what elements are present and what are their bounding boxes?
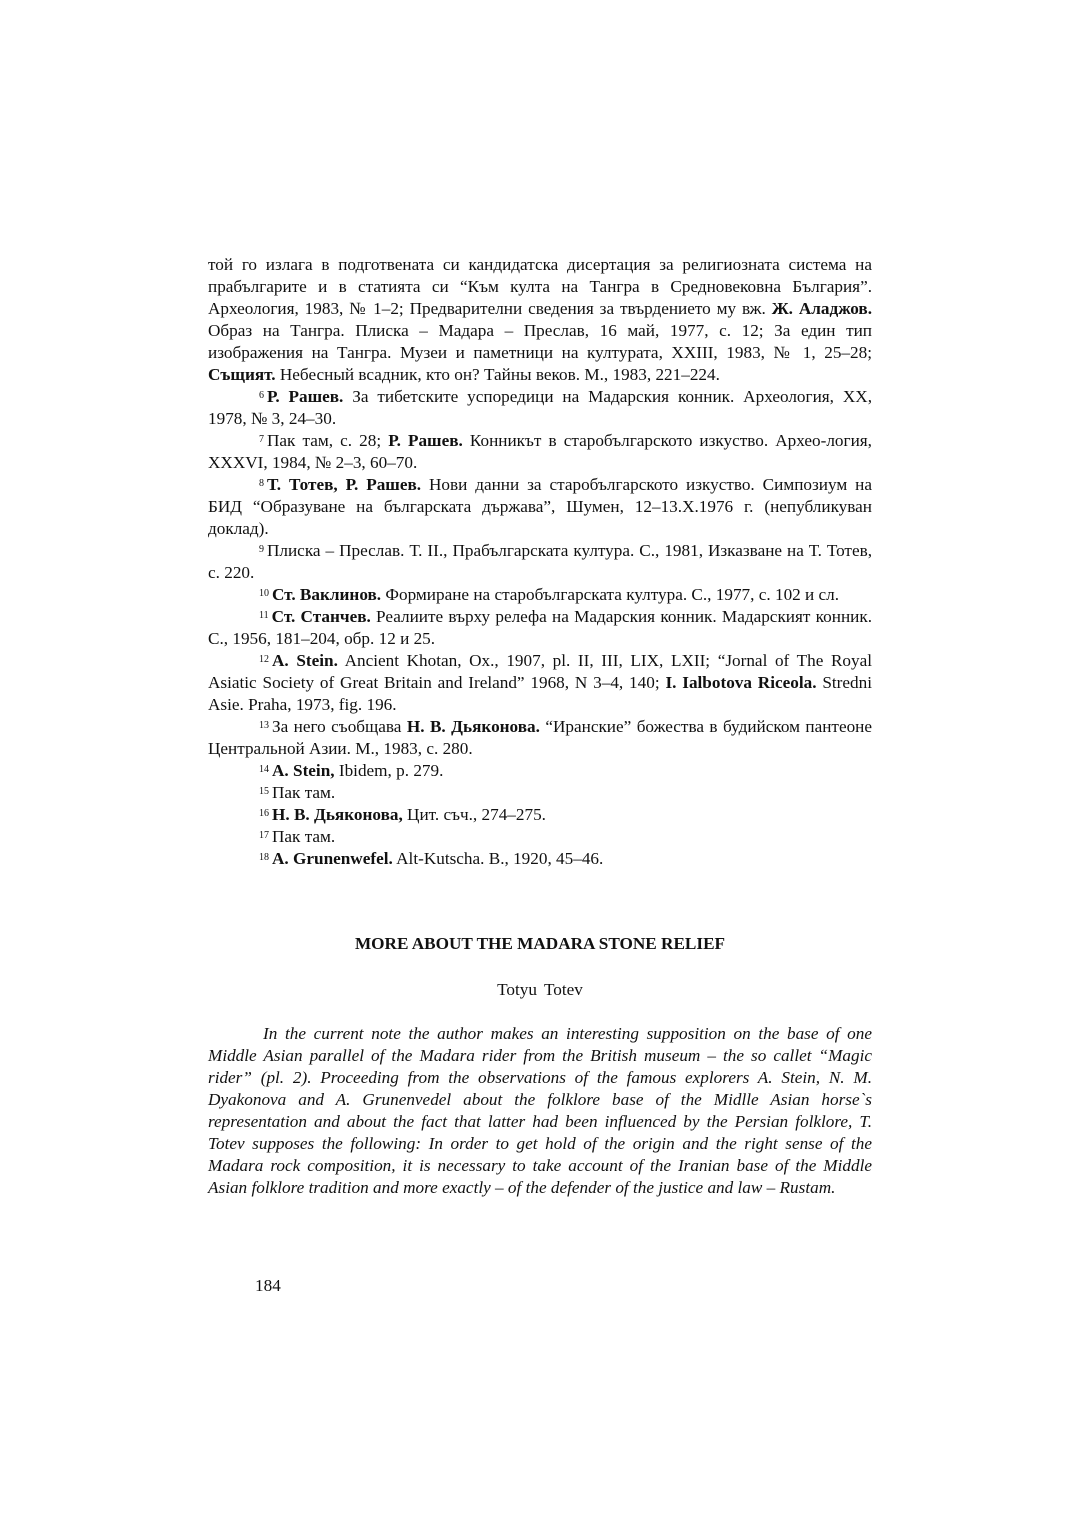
author-name: Н. В. Дьяконова,: [272, 805, 403, 824]
author-name: A. Stein.: [272, 651, 338, 670]
footnote: [208, 782, 872, 804]
note-text: Пак там.: [272, 783, 336, 802]
author-name: Ст. Станчев.: [271, 607, 371, 626]
note-text: За тибетските успоредици на Мадарския конник. Археология, XX, 1978, № 3, 24–30.: [208, 387, 872, 428]
footnote: [208, 474, 872, 540]
footnote-number: 15: [259, 786, 269, 797]
footnote-number: 17: [259, 830, 269, 841]
summary-title: MORE ABOUT THE MADARA STONE RELIEF: [354, 934, 726, 953]
note-text: Пак там, с. 28;: [267, 431, 389, 450]
footnote: [208, 760, 872, 782]
notes-list: [208, 254, 872, 870]
summary-abstract: In the current note the author makes an interesting supposition on the base of one Middle Asian parallel of the Madara rider from the British museum – the so callet “Magic rider” (pl. 2). Proceeding from the observations of the famous explorers A. Stein, N. M. Dyakonova and A. Grunenvedel about the folklore base of the Midlle Asian horse`s representation and about the fact that latter had been influenced by the Persian folklore, T. Totev supposes the following: In order to get hold of the origin and the right sense of the Madara rock composition, it is necessary to take account of the Iranian base of the Middle Asian folklore tradition and more exactly – of the defender of the justice and law – Rustam.: [208, 1024, 872, 1197]
author-name: I. Ialbotova Riceola.: [665, 673, 817, 692]
footnote-number: 10: [259, 588, 269, 599]
footnote-number: 6: [259, 390, 264, 401]
footnote-number: 7: [259, 434, 264, 445]
footnote: [208, 430, 872, 474]
note-text: Образ на Тангра. Плиска – Мадара – Преслав, 16 май, 1977, с. 12; За един тип изображения на Тангра. Музеи и паметници на културата, XXIII, 1983, № 1, 25–28;: [208, 321, 872, 362]
note-text: Конникът в старобългарското изкуство. Архео-логия, XXXVI, 1984, № 2–3, 60–70.: [208, 431, 872, 472]
footnotes-block: [208, 254, 872, 870]
footnote-continuation: [208, 254, 872, 386]
note-text: Формиране на старобългарската култура. С., 1977, с. 102 и сл.: [381, 585, 840, 604]
footnote: [208, 804, 872, 826]
footnote-number: 14: [259, 764, 269, 775]
footnote-number: 16: [259, 808, 269, 819]
footnote: [208, 848, 872, 870]
author-name: Т. Тотев, Р. Рашев.: [267, 475, 422, 494]
page-number: 184: [255, 1276, 281, 1295]
summary-author: Totyu Totev: [497, 980, 583, 999]
note-text: Плиска – Преслав. Т. II., Прабългарската култура. С., 1981, Изказване на Т. Тотев, с. 220.: [208, 541, 872, 582]
footnote: [208, 540, 872, 584]
note-text: Ancient Khotan, Ox., 1907, pl. II, III, LIX, LXII; “Jornal of The Royal Asiatic Society of Great Britain and Ireland” 1968, N 3–4, 140;: [208, 651, 872, 692]
note-text: Ibidem, p. 279.: [334, 761, 444, 780]
author-name: A. Grunenwefel.: [272, 849, 393, 868]
author-name: Р. Рашев.: [388, 431, 463, 450]
footnote-number: 8: [259, 478, 264, 489]
footnote: [208, 650, 872, 716]
footnote-number: 12: [259, 654, 269, 665]
footnote-number: 11: [259, 610, 269, 621]
footnote: [208, 386, 872, 430]
note-text: Stredni Asie. Praha, 1973, fig. 196.: [208, 673, 872, 714]
note-text: Реалиите върху релефа на Мадарския конник. Мадарският конник. С., 1956, 181–204, обр. 12 и 25.: [208, 607, 872, 648]
note-text: Цит. съч., 274–275.: [402, 805, 546, 824]
note-text: Небесный всадник, кто он? Тайны веков. М., 1983, 221–224.: [275, 365, 720, 384]
footnote: [208, 716, 872, 760]
author-name: Р. Рашев.: [267, 387, 344, 406]
footnote: [208, 826, 872, 848]
author-name: A. Stein,: [272, 761, 335, 780]
footnote-number: 13: [259, 720, 269, 731]
note-text: Пак там.: [272, 827, 336, 846]
footnote-number: 9: [259, 544, 264, 555]
note-text: За него съобщава: [272, 717, 407, 736]
note-text: Alt-Kutscha. B., 1920, 45–46.: [392, 849, 604, 868]
footnote: [208, 606, 872, 650]
author-name: Ж. Аладжов.: [771, 299, 872, 318]
footnote-number: 18: [259, 852, 269, 863]
author-name: Ст. Ваклинов.: [272, 585, 382, 604]
author-name: Н. В. Дьяконова.: [406, 717, 540, 736]
note-text: “Иранские” божества в будийском пантеоне Центральной Азии. М., 1983, с. 280.: [208, 717, 872, 758]
note-text: той го излага в подготвената си кандидатска дисертация за религиозната система на прабългарите и в статията си “Към култа на Тангра в Средновековна България”. Археология, 1983, № 1–2; Предварителни сведения за твърдението му вж.: [208, 255, 872, 318]
footnote: [208, 584, 872, 606]
note-text: Нови данни за старобългарското изкуство. Симпозиум на БИД “Образуване на българската държава”, Шумен, 12–13.X.1976 г. (непубликуван доклад).: [208, 475, 872, 538]
author-name: Същият.: [208, 365, 276, 384]
